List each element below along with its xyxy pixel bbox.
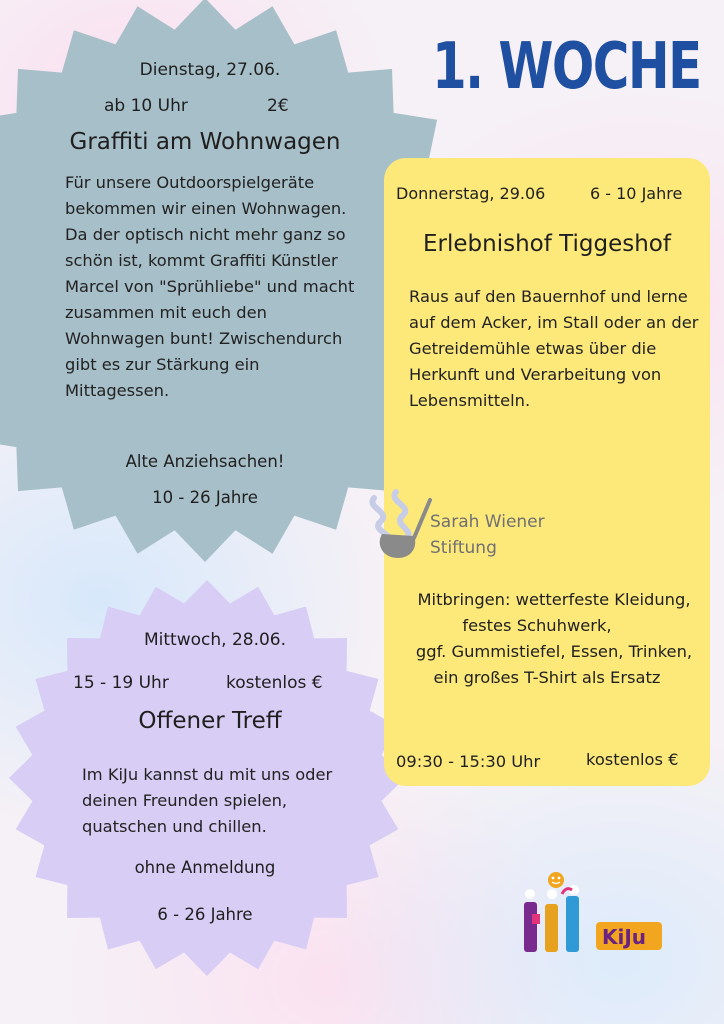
event3-bring-line: festes Schuhwerk,	[462, 616, 612, 635]
event3-age: 6 - 10 Jahre	[590, 184, 683, 203]
event1-date: Dienstag, 27.06.	[139, 60, 281, 80]
event1-description: Für unsere Outdoorspielgeräte bekommen wir einen Wohnwagen. Da der optisch nicht mehr ganz so schön ist, kommt Graffiti Künstler Marcel von "Sprühliebe" und macht zusammen mit euch den Wohnwagen bunt! Zwischendurch gibt es zur Stärkung ein Mittagessen.	[65, 173, 355, 400]
event2-date: Mittwoch, 28.06.	[143, 630, 287, 650]
event3-bring-line: ggf. Gummistiefel, Essen, Trinken,	[415, 642, 693, 661]
event2-age: 6 - 26 Jahre	[157, 905, 253, 924]
event2-note: ohne Anmeldung	[134, 858, 276, 877]
event3-price: kostenlos €	[586, 750, 679, 769]
event1-time: ab 10 Uhr	[104, 96, 188, 116]
event3-time: 09:30 - 15:30 Uhr	[396, 752, 541, 771]
event2-time: 15 - 19 Uhr	[73, 673, 169, 693]
event3-date: Donnerstag, 29.06	[396, 184, 546, 203]
page-title: 1. WOCHE	[432, 30, 701, 104]
sponsor-org: Stiftung	[430, 538, 497, 558]
event2-description: Im KiJu kannst du mit uns oder deinen Freunden spielen, quatschen und chillen.	[82, 765, 333, 836]
event1-age: 10 - 26 Jahre	[152, 488, 258, 507]
ladle-icon	[362, 478, 432, 563]
kiju-logo-text: KiJu	[602, 925, 647, 949]
event3-title: Erlebnishof Tiggeshof	[423, 231, 671, 257]
event1-note: Alte Anziehsachen!	[125, 452, 285, 471]
event2-title: Offener Treff	[138, 708, 282, 734]
sponsor-name: Sarah Wiener	[430, 512, 545, 532]
event3-description: Raus auf den Bauernhof und lerne auf dem Acker, im Stall oder an der Getreidemühle etwas über die Herkunft und Verarbeitung von Lebensmitteln.	[409, 287, 699, 410]
event1-price: 2€	[267, 96, 289, 116]
event2-price: kostenlos €	[226, 673, 323, 693]
event3-bring-line: Mitbringen: wetterfeste Kleidung,	[417, 590, 691, 609]
event3-bring-line: ein großes T-Shirt als Ersatz	[433, 668, 661, 687]
event1-title: Graffiti am Wohnwagen	[69, 129, 341, 155]
kiju-logo	[522, 872, 670, 956]
